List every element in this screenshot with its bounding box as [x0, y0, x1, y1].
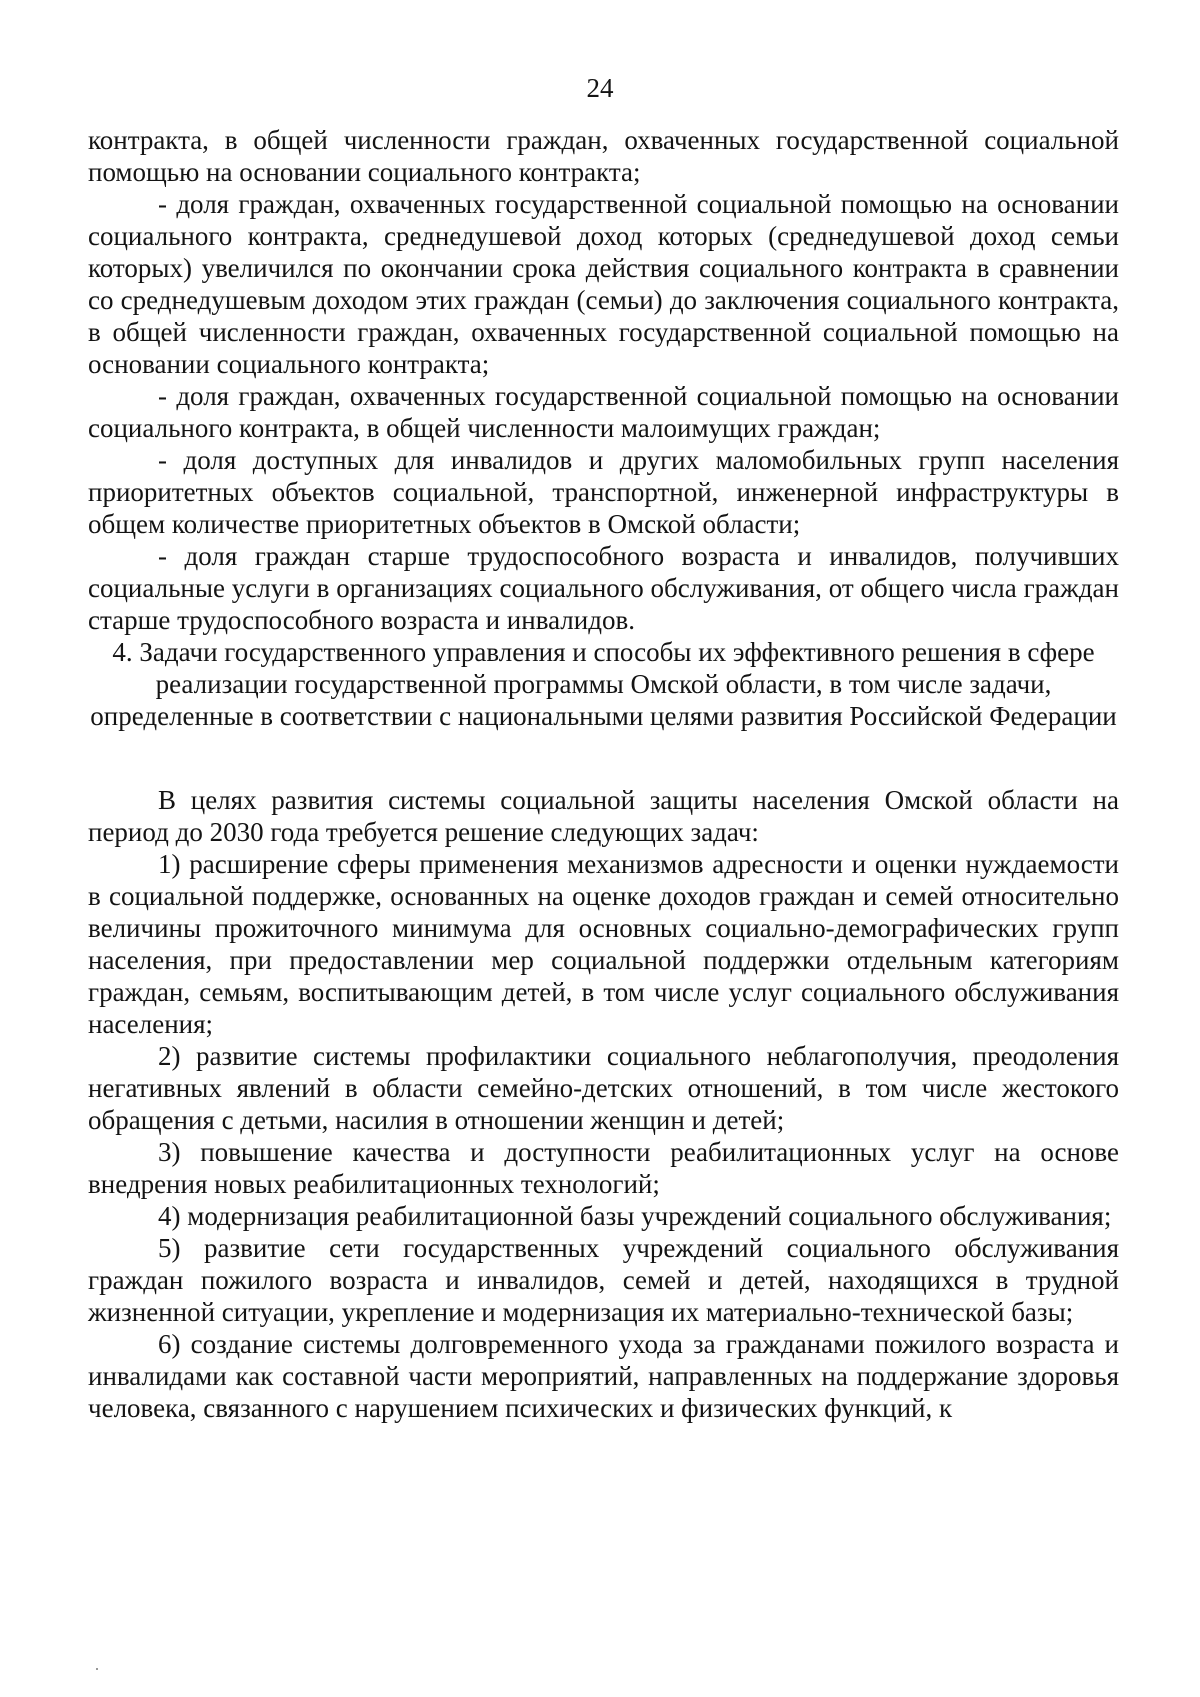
task-item: 3) повышение качества и доступности реабилитационных услуг на основе внедрения новых реабилитационных технологий; [88, 1137, 1119, 1199]
indicator-item: - доля граждан, охваченных государственной социальной помощью на основании социального контракта, среднедушевой доход которых (среднедушевой доход семьи которых) увеличился по окончании срока действия социального контракта в сравнении со среднедушевым доходом этих граждан (семьи) до заключения социального контракта, в общей численности граждан, охваченных государственной социальной помощью на основании социального контракта; [88, 189, 1119, 379]
page-number: 24 [586, 73, 614, 103]
section-heading [88, 636, 1119, 732]
tasks-list [88, 784, 1119, 1424]
indicators-list [88, 124, 1119, 636]
task-item: 2) развитие системы профилактики социального неблагополучия, преодоления негативных явлений в области семейно-детских отношений, в том числе жестокого обращения с детьми, насилия в отношении женщин и детей; [88, 1041, 1119, 1135]
scan-speck [96, 1668, 98, 1670]
task-item: 1) расширение сферы применения механизмов адресности и оценки нуждаемости в социальной поддержке, основанных на оценке доходов граждан и семей относительно величины прожиточного минимума для основных социально-демографических групп населения, при предоставлении мер социальной поддержки отдельным категориям граждан, семьям, воспитывающим детей, в том числе услуг социального обслуживания населения; [88, 849, 1119, 1039]
task-item: 5) развитие сети государственных учреждений социального обслуживания граждан пожилого возраста и инвалидов, семей и детей, находящихся в трудной жизненной ситуации, укрепление и модернизация их материально-технической базы; [88, 1233, 1119, 1327]
paragraph-continuation: контракта, в общей численности граждан, охваченных государственной социальной помощью на основании социального контракта; [88, 125, 1119, 187]
task-item: 4) модернизация реабилитационной базы учреждений социального обслуживания; [158, 1201, 1112, 1231]
section-heading-text: 4. Задачи государственного управления и способы их эффективного решения в сфере реализации государственной программы Омской области, в том числе задачи, определенные в соответствии с национальными целями развития Российской Федерации [90, 637, 1117, 731]
indicator-item: - доля граждан, охваченных государственной социальной помощью на основании социального контракта, в общей численности малоимущих граждан; [88, 381, 1119, 443]
indicator-item: - доля доступных для инвалидов и других маломобильных групп населения приоритетных объектов социальной, транспортной, инженерной инфраструктуры в общем количестве приоритетных объектов в Омской области; [88, 445, 1119, 539]
indicator-item: - доля граждан старше трудоспособного возраста и инвалидов, получивших социальные услуги в организациях социального обслуживания, от общего числа граждан старше трудоспособного возраста и инвалидов. [88, 541, 1119, 635]
tasks-intro: В целях развития системы социальной защиты населения Омской области на период до 2030 года требуется решение следующих задач: [88, 785, 1119, 847]
task-item: 6) создание системы долговременного ухода за гражданами пожилого возраста и инвалидами как составной части мероприятий, направленных на поддержание здоровья человека, связанного с нарушением психических и физических функций, к [88, 1329, 1119, 1423]
